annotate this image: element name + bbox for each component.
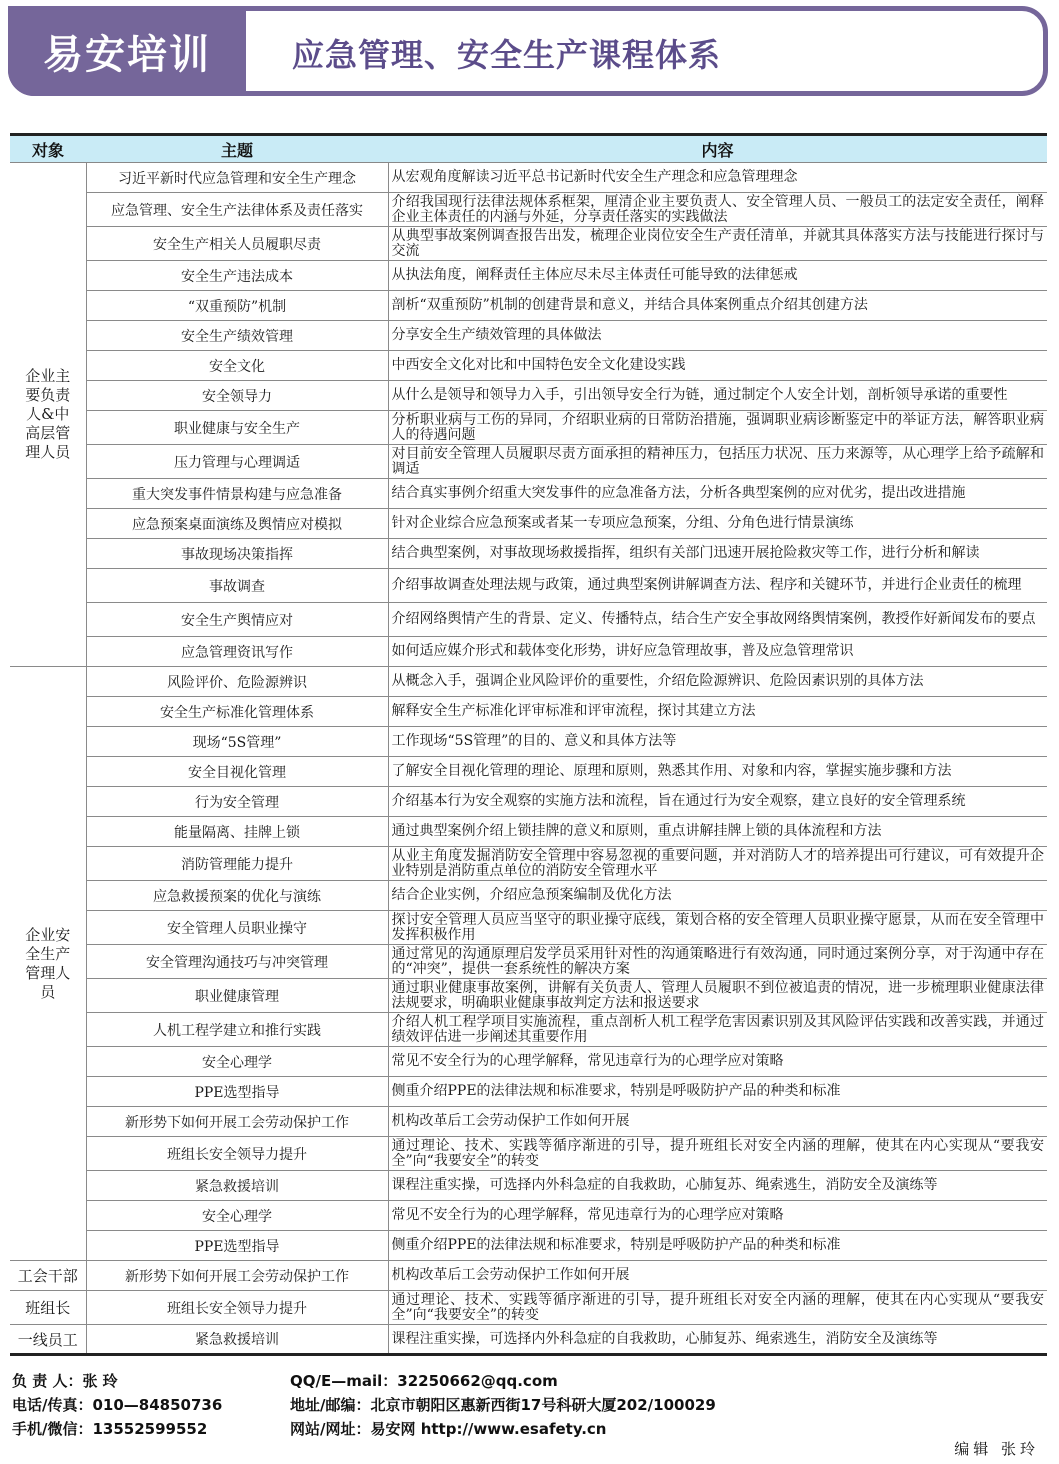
topic-cell: 行为安全管理 [86,787,388,817]
topic-cell: 安全目视化管理 [86,757,388,787]
table-row [10,1231,1047,1261]
topic-cell: 消防管理能力提升 [86,847,388,881]
topic-cell: 班组长安全领导力提升 [86,1137,388,1171]
table-row [10,1077,1047,1107]
topic-cell: 习近平新时代应急管理和安全生产理念 [86,163,388,193]
topic-cell: 紧急救援培训 [86,1171,388,1201]
footer-website: 网站/网址：易安网 http://www.esafety.cn [290,1420,607,1438]
content-cell: 探讨安全管理人员应当坚守的职业操守底线，策划合格的安全管理人员职业操守愿景，从而在安全管理中发挥积极作用 [388,911,1047,945]
topic-cell: 新形势下如何开展工会劳动保护工作 [86,1261,388,1291]
content-cell: 剖析“双重预防”机制的创建背景和意义，并结合具体案例重点介绍其创建方法 [388,291,1047,321]
table-row [10,817,1047,847]
content-cell: 中西安全文化对比和中国特色安全文化建设实践 [388,351,1047,381]
page-title: 应急管理、安全生产课程体系 [292,36,722,74]
topic-cell: 应急管理、安全生产法律体系及责任落实 [86,193,388,227]
topic-cell: PPE选型指导 [86,1231,388,1261]
content-cell: 介绍我国现行法律法规体系框架，厘清企业主要负责人、安全管理人员、一般员工的法定安全责任，阐释企业主体责任的内涵与外延，分享责任落实的实践做法 [388,193,1047,227]
header-content: 内容 [388,135,1047,163]
content-cell: 介绍基本行为安全观察的实施方法和流程，旨在通过行为安全观察，建立良好的安全管理系统 [388,787,1047,817]
table-row [10,637,1047,667]
content-cell: 解释安全生产标准化评审标准和评审流程，探讨其建立方法 [388,697,1047,727]
topic-cell: 安全心理学 [86,1201,388,1231]
table-row [10,509,1047,539]
contact-footer [12,1366,1047,1464]
content-cell: 了解安全目视化管理的理论、原理和原则，熟悉其作用、对象和内容，掌握实施步骤和方法 [388,757,1047,787]
table-row [10,351,1047,381]
table-body [10,163,1047,1355]
header-topic: 主题 [86,135,388,163]
table-row [10,727,1047,757]
header-audience: 对象 [10,135,86,163]
table-row [10,667,1047,697]
content-cell: 介绍事故调查处理法规与政策，通过典型案例讲解调查方法、程序和关键环节，并进行企业责任的梳理 [388,569,1047,603]
table-row [10,847,1047,881]
topic-cell: 应急救援预案的优化与演练 [86,881,388,911]
table-row [10,697,1047,727]
topic-cell: 新形势下如何开展工会劳动保护工作 [86,1107,388,1137]
table-row [10,411,1047,445]
content-cell: 介绍网络舆情产生的背景、定义、传播特点，结合生产安全事故网络舆情案例，教授作好新闻发布的要点 [388,603,1047,637]
content-cell: 常见不安全行为的心理学解释，常见违章行为的心理学应对策略 [388,1047,1047,1077]
content-cell: 通过典型案例介绍上锁挂牌的意义和原则，重点讲解挂牌上锁的具体流程和方法 [388,817,1047,847]
table-row [10,945,1047,979]
table-row [10,291,1047,321]
content-cell: 结合真实事例介绍重大突发事件的应急准备方法，分析各典型案例的应对优劣，提出改进措施 [388,479,1047,509]
table-row [10,1291,1047,1325]
table-row [10,757,1047,787]
content-cell: 从概念入手，强调企业风险评价的重要性，介绍危险源辨识、危险因素识别的具体方法 [388,667,1047,697]
content-cell: 通过职业健康事故案例，讲解有关负责人、管理人员履职不到位被追责的情况，进一步梳理职业健康法律法规要求，明确职业健康事故判定方法和报送要求 [388,979,1047,1013]
topic-cell: 安全心理学 [86,1047,388,1077]
topic-cell: 现场“5S管理” [86,727,388,757]
content-cell: 结合企业实例，介绍应急预案编制及优化方法 [388,881,1047,911]
footer-manager: 负 责 人：张 玲 [12,1372,118,1390]
table-row [10,881,1047,911]
footer-editor: 编辑 张玲 [954,1440,1039,1458]
course-table [10,133,1047,1356]
topic-cell: 人机工程学建立和推行实践 [86,1013,388,1047]
content-cell: 从执法角度，阐释责任主体应尽未尽主体责任可能导致的法律惩戒 [388,261,1047,291]
audience-cell: 企业主要负责人&中高层管理人员 [10,163,86,667]
topic-cell: 安全生产绩效管理 [86,321,388,351]
table-row [10,479,1047,509]
audience-cell: 企业安全生产管理人员 [10,667,86,1261]
content-cell: 通过理论、技术、实践等循序渐进的引导，提升班组长对安全内涵的理解，使其在内心实现从“要我安全”向“我要安全”的转变 [388,1291,1047,1325]
topic-cell: 安全生产相关人员履职尽责 [86,227,388,261]
table-row [10,979,1047,1013]
content-cell: 侧重介绍PPE的法律法规和标准要求，特别是呼吸防护产品的种类和标准 [388,1231,1047,1261]
content-cell: 从典型事故案例调查报告出发，梳理企业岗位安全生产责任清单，并就其具体落实方法与技能进行探讨与交流 [388,227,1047,261]
topic-cell: 安全管理人员职业操守 [86,911,388,945]
topic-cell: 安全生产违法成本 [86,261,388,291]
content-cell: 从宏观角度解读习近平总书记新时代安全生产理念和应急管理理念 [388,163,1047,193]
content-cell: 课程注重实操，可选择内外科急症的自我救助，心肺复苏、绳索逃生，消防安全及演练等 [388,1325,1047,1355]
topic-cell: 重大突发事件情景构建与应急准备 [86,479,388,509]
content-cell: 对目前安全管理人员履职尽责方面承担的精神压力，包括压力状况、压力来源等，从心理学上给予疏解和调适 [388,445,1047,479]
topic-cell: 安全管理沟通技巧与冲突管理 [86,945,388,979]
footer-qq-email: QQ/E—mail：32250662@qq.com [290,1372,558,1390]
audience-cell: 工会干部 [10,1261,86,1291]
content-cell: 分析职业病与工伤的异同，介绍职业病的日常防治措施，强调职业病诊断鉴定中的举证方法，解答职业病人的待遇问题 [388,411,1047,445]
topic-cell: 职业健康与安全生产 [86,411,388,445]
topic-cell: “双重预防”机制 [86,291,388,321]
content-cell: 工作现场“5S管理”的目的、意义和具体方法等 [388,727,1047,757]
table-row [10,1013,1047,1047]
footer-address: 地址/邮编：北京市朝阳区惠新西街17号科研大厦202/100029 [290,1396,716,1414]
brand-logo: 易安培训 [8,6,246,96]
table-row [10,1137,1047,1171]
topic-cell: 应急预案桌面演练及舆情应对模拟 [86,509,388,539]
audience-cell: 一线员工 [10,1325,86,1355]
footer-mobile: 手机/微信：13552599552 [12,1420,208,1438]
table-row [10,1171,1047,1201]
table-row [10,261,1047,291]
table-row [10,539,1047,569]
table-row [10,1107,1047,1137]
topic-cell: 安全生产标准化管理体系 [86,697,388,727]
content-cell: 结合典型案例，对事故现场救援指挥，组织有关部门迅速开展抢险救灾等工作，进行分析和解读 [388,539,1047,569]
topic-cell: 班组长安全领导力提升 [86,1291,388,1325]
content-cell: 如何适应媒介形式和载体变化形势，讲好应急管理故事，普及应急管理常识 [388,637,1047,667]
content-cell: 常见不安全行为的心理学解释，常见违章行为的心理学应对策略 [388,1201,1047,1231]
content-cell: 针对企业综合应急预案或者某一专项应急预案，分组、分角色进行情景演练 [388,509,1047,539]
topic-cell: 安全文化 [86,351,388,381]
table-row [10,193,1047,227]
table-row [10,1325,1047,1355]
content-cell: 机构改革后工会劳动保护工作如何开展 [388,1261,1047,1291]
topic-cell: 职业健康管理 [86,979,388,1013]
table-row [10,569,1047,603]
content-cell: 机构改革后工会劳动保护工作如何开展 [388,1107,1047,1137]
topic-cell: 应急管理资讯写作 [86,637,388,667]
content-cell: 课程注重实操，可选择内外科急症的自我救助，心肺复苏、绳索逃生，消防安全及演练等 [388,1171,1047,1201]
topic-cell: 能量隔离、挂牌上锁 [86,817,388,847]
table-row [10,1201,1047,1231]
topic-cell: 事故调查 [86,569,388,603]
content-cell: 通过常见的沟通原理启发学员采用针对性的沟通策略进行有效沟通，同时通过案例分享，对于沟通中存在的“冲突”，提供一套系统性的解决方案 [388,945,1047,979]
topic-cell: 事故现场决策指挥 [86,539,388,569]
table-row [10,1047,1047,1077]
content-cell: 分享安全生产绩效管理的具体做法 [388,321,1047,351]
content-cell: 介绍人机工程学项目实施流程，重点剖析人机工程学危害因素识别及其风险评估实践和改善实践，并通过绩效评估进一步阐述其重要作用 [388,1013,1047,1047]
table-row [10,911,1047,945]
table-row [10,381,1047,411]
content-cell: 从业主角度发掘消防安全管理中容易忽视的重要问题，并对消防人才的培养提出可行建议，可有效提升企业特别是消防重点单位的消防安全管理水平 [388,847,1047,881]
table-row [10,787,1047,817]
footer-phone: 电话/传真：010—84850736 [12,1396,223,1414]
topic-cell: 风险评价、危险源辨识 [86,667,388,697]
table-row [10,603,1047,637]
table-row [10,445,1047,479]
table-row [10,227,1047,261]
table-row [10,163,1047,193]
audience-cell: 班组长 [10,1291,86,1325]
topic-cell: 压力管理与心理调适 [86,445,388,479]
table-row [10,321,1047,351]
table-header-row [10,135,1047,163]
content-cell: 从什么是领导和领导力入手，引出领导安全行为链，通过制定个人安全计划，剖析领导承诺的重要性 [388,381,1047,411]
topic-cell: 紧急救援培训 [86,1325,388,1355]
content-cell: 侧重介绍PPE的法律法规和标准要求，特别是呼吸防护产品的种类和标准 [388,1077,1047,1107]
table-row [10,1261,1047,1291]
topic-cell: 安全领导力 [86,381,388,411]
content-cell: 通过理论、技术、实践等循序渐进的引导，提升班组长对安全内涵的理解，使其在内心实现从“要我安全”向“我要安全”的转变 [388,1137,1047,1171]
topic-cell: PPE选型指导 [86,1077,388,1107]
topic-cell: 安全生产舆情应对 [86,603,388,637]
